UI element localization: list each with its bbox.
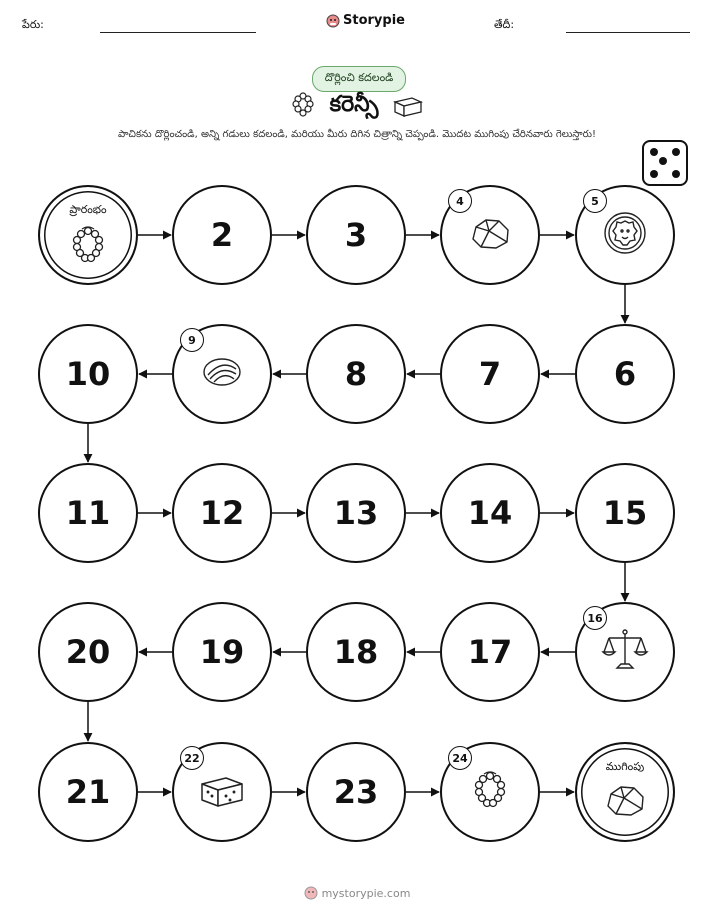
cell-number: 10 [65,355,111,393]
game-badge: దొర్లించి కదలండి [312,66,406,92]
board-cell-13[interactable] [306,463,406,563]
cell-number: 20 [65,633,111,671]
footer-url[interactable]: mystorypie.com [321,886,411,900]
board-cell-3[interactable] [306,185,406,285]
cell-label: ప్రారంభం [69,203,107,216]
name-label: పేరు: [22,18,44,31]
board-cell-15[interactable] [575,463,675,563]
finish-cell[interactable] [575,742,675,842]
date-label: తేదీ: [494,18,515,31]
cell-number: 6 [613,355,637,393]
cell-number: 3 [344,216,368,254]
cell-number-tag: 24 [448,746,472,770]
cell-number: 11 [65,494,111,532]
cell-number: 18 [333,633,379,671]
cell-number-tag: 9 [180,328,204,352]
board-cell-5[interactable] [575,185,675,285]
board-cell-19[interactable] [172,602,272,702]
cell-number: 2 [210,216,234,254]
lion-coin-icon [602,210,648,260]
cell-number-tag: 16 [583,606,607,630]
cell-number: 19 [199,633,245,671]
board-cell-4[interactable] [440,185,540,285]
board-cell-17[interactable] [440,602,540,702]
balance-scale-icon [601,626,649,678]
bead-necklace-icon [68,225,108,269]
shell-icon [200,355,244,393]
board-cell-16[interactable] [575,602,675,702]
cell-number: 17 [467,633,513,671]
board-cell-2[interactable] [172,185,272,285]
cell-number-tag: 22 [180,746,204,770]
cell-number: 13 [333,494,379,532]
rock-icon [468,215,512,255]
cell-number-tag: 5 [583,189,607,213]
board-cell-7[interactable] [440,324,540,424]
instructions: పాచికను దొర్లించండి, అన్ని గడులు కదలండి, మరియు మీరు దిగిన చిత్రాన్ని చెప్పండి. మొదట ముగింపు చేరినవారు గెలుస్తారు! [117,129,597,140]
board-cell-23[interactable] [306,742,406,842]
board-cell-22[interactable] [172,742,272,842]
cell-number: 8 [344,355,368,393]
board-cell-24[interactable] [440,742,540,842]
cell-label: ముగింపు [605,760,645,773]
cell-number: 21 [65,773,111,811]
cell-number: 12 [199,494,245,532]
board-cell-11[interactable] [38,463,138,563]
board-cell-18[interactable] [306,602,406,702]
cell-number: 15 [602,494,648,532]
cell-number-tag: 4 [448,189,472,213]
cell-number: 14 [467,494,513,532]
board-cell-21[interactable] [38,742,138,842]
salt-block-icon [198,770,246,814]
board-cell-8[interactable] [306,324,406,424]
board-cell-10[interactable] [38,324,138,424]
bead-necklace-icon [470,770,510,814]
board-cell-12[interactable] [172,463,272,563]
footer [0,886,714,900]
board-cell-6[interactable] [575,324,675,424]
title-text: కరెన్సీ [329,92,379,117]
start-cell[interactable] [38,185,138,285]
brand-name: Storypie [343,13,405,28]
cell-number: 23 [333,773,379,811]
board-cell-9[interactable] [172,324,272,424]
rock-icon [603,782,647,822]
board-cell-14[interactable] [440,463,540,563]
storypie-logo-icon [304,886,318,900]
board-cell-20[interactable] [38,602,138,702]
cell-number: 7 [478,355,502,393]
